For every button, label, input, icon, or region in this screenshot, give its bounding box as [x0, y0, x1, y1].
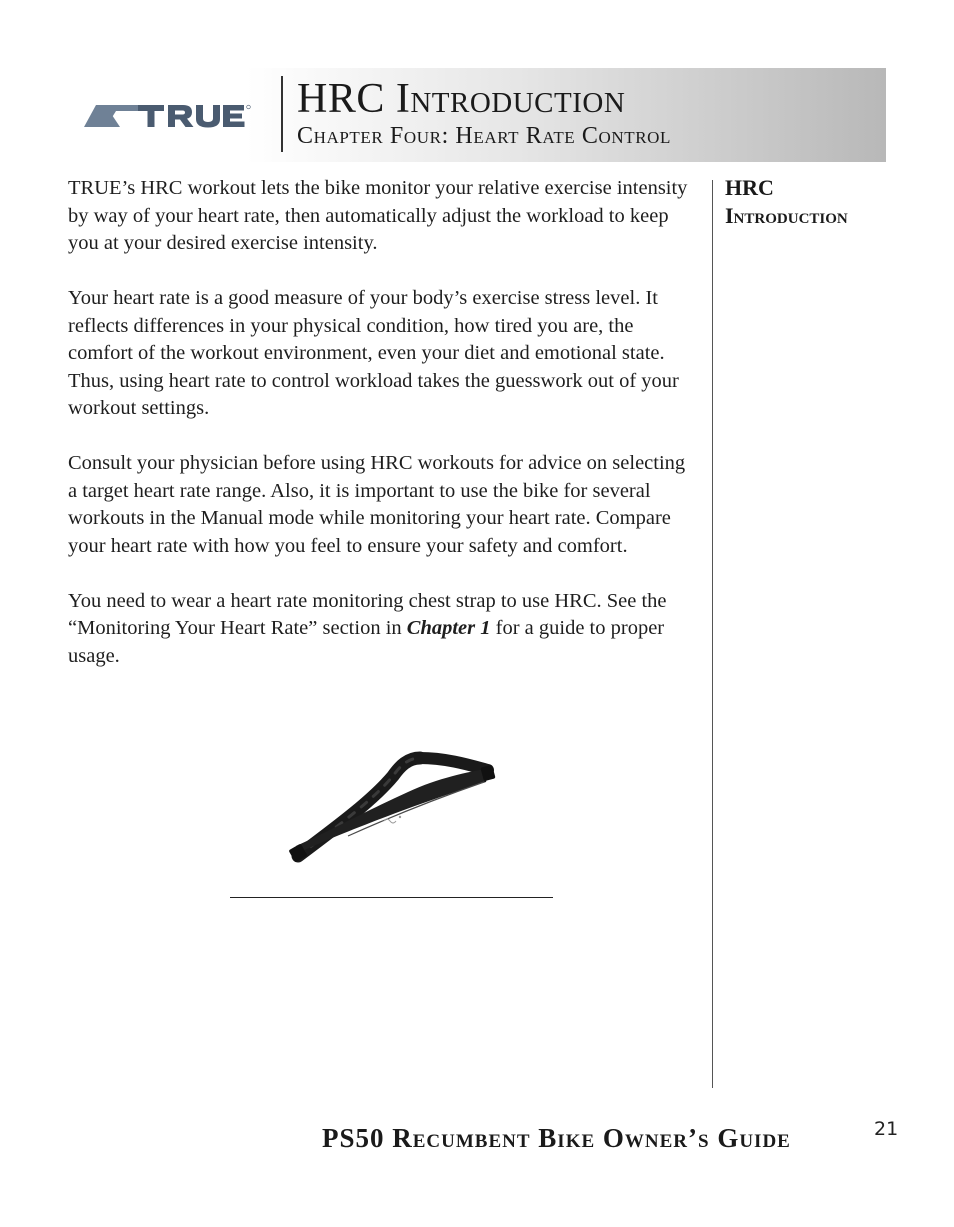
body-paragraph: Consult your physician before using HRC workouts for advice on selecting a target heart rate range. Also, it is important to use the bike for several workouts in the Manual mode while monitoring your heart rate. Compare your heart rate with how you feel to ensure your safety and comfort. [68, 452, 686, 557]
true-logo [84, 104, 254, 128]
page-title: HRC Introduction [297, 76, 626, 122]
chapter-subtitle: Chapter Four: Heart Rate Control [297, 123, 672, 149]
sidebar-heading-line: Introduction [725, 203, 848, 228]
sidebar-section-heading [725, 174, 925, 230]
footer-guide-title: PS50 Recumbent Bike Owner’s Guide [322, 1123, 791, 1153]
chest-strap-icon [288, 748, 500, 870]
main-content [68, 175, 690, 698]
sidebar-heading-line: HRC [725, 175, 774, 200]
figure-caption-rule [230, 897, 553, 898]
body-text-segment: You need to wear a heart rate monitoring chest strap to use HRC. See the “Monitoring Your Heart Rate” section in [68, 589, 667, 639]
body-text-segment: for a guide to proper usage. [68, 617, 665, 667]
body-paragraph: Your heart rate is a good measure of your body’s exercise stress level. It reflects differences in your physical condition, how tired you are, the comfort of the workout environment, even your diet and emotional state. Thus, using heart rate to control workload takes the guesswork out of your workout settings. [68, 287, 679, 419]
sidebar-divider [712, 180, 713, 1088]
body-paragraph [68, 588, 690, 671]
page-number: 21 [874, 1118, 899, 1140]
chapter-reference: Chapter 1 [406, 617, 491, 639]
header-divider [281, 76, 283, 152]
body-paragraph: TRUE’s HRC workout lets the bike monitor your relative exercise intensity by way of your heart rate, then automatically adjust the workload to keep you at your desired exercise intensity. [68, 177, 688, 254]
